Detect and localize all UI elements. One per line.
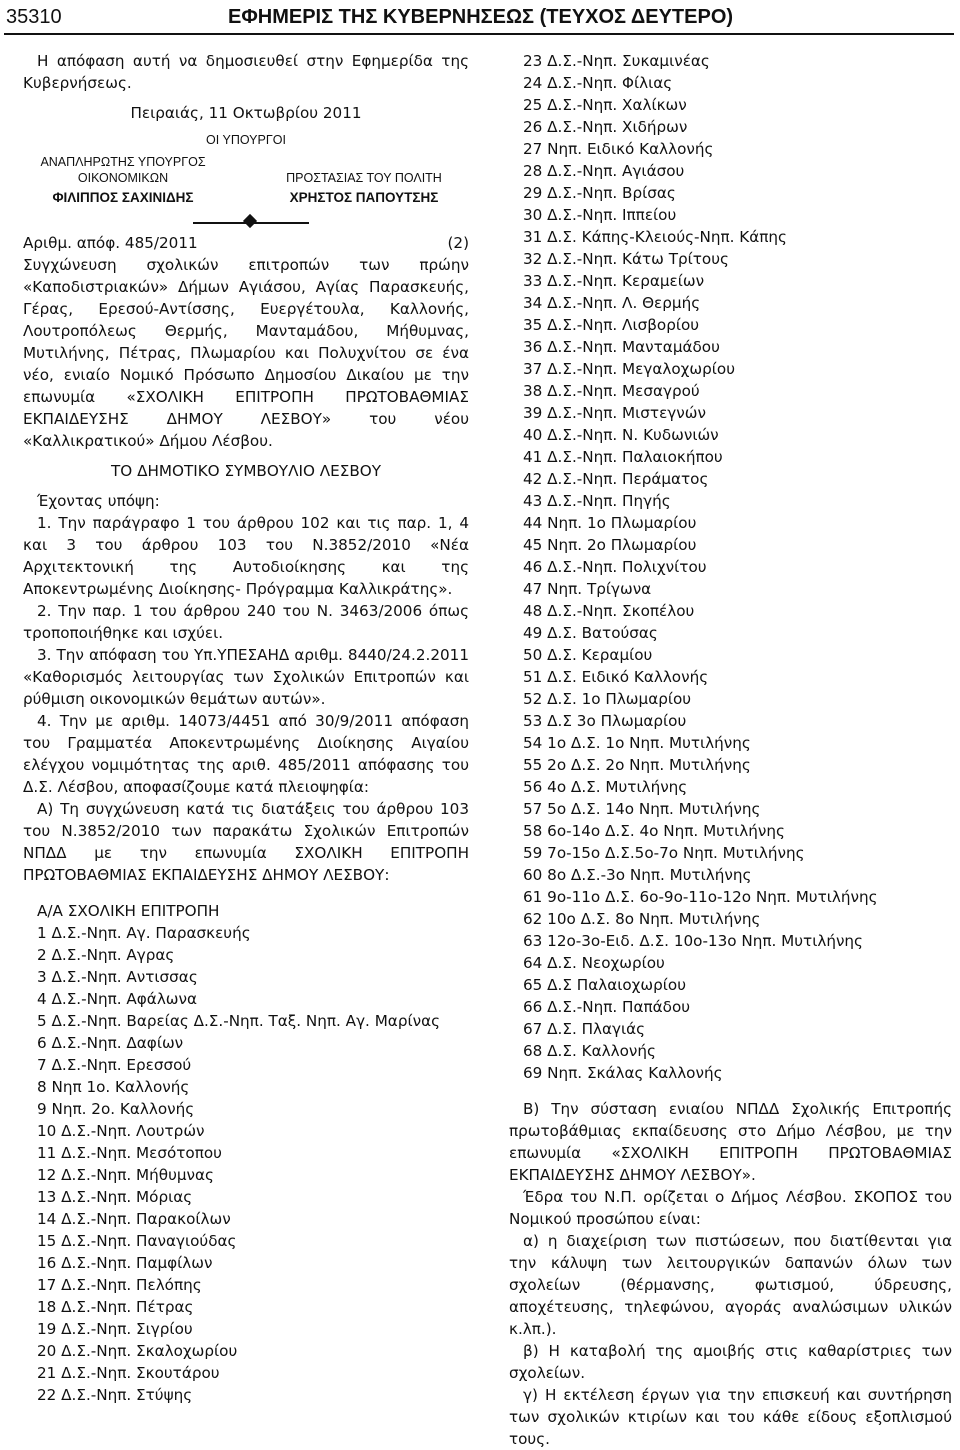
list-item: 10 Δ.Σ.-Νηπ. Λουτρών (37, 1122, 205, 1140)
list-item: 46 Δ.Σ.-Νηπ. Πολιχνίτου (523, 558, 707, 576)
list-heading: Α/Α ΣΧΟΛΙΚΗ ΕΠΙΤΡΟΠΗ (37, 902, 220, 920)
list-item: 16 Δ.Σ.-Νηπ. Παμφίλων (37, 1254, 213, 1272)
list-item: 55 2ο Δ.Σ. 2ο Νηπ. Μυτιλήνης (523, 756, 751, 774)
signer-1 (23, 154, 223, 206)
list-item: 49 Δ.Σ. Βατούσας (523, 624, 658, 642)
gazette-title: ΕΦΗΜΕΡΙΣ ΤΗΣ ΚΥΒΕΡΝΗΣΕΩΣ (ΤΕΥΧΟΣ ΔΕΥΤΕΡΟ) (228, 6, 734, 28)
list-item: 65 Δ.Σ Παλαιοχωρίου (523, 976, 687, 994)
decision-ref: (2) (447, 234, 469, 252)
list-item: 45 Νηπ. 2ο Πλωμαρίου (523, 536, 697, 554)
signer-2-name: ΧΡΗΣΤΟΣ ΠΑΠΟΥΤΣΗΣ (289, 190, 439, 205)
list-item: 58 6ο-14ο Δ.Σ. 4ο Νηπ. Μυτιλήνης (523, 822, 785, 840)
list-item: 3 Δ.Σ.-Νηπ. Αντισσας (37, 968, 198, 986)
right-column (509, 50, 952, 1450)
paragraph-5: Α) Τη συγχώνευση κατά τις διατάξεις του άρθρου 103 του Ν.3852/2010 των παρακάτω Σχολικών Επιτροπών ΝΠΔΔ με την επωνυμία ΣΧΟΛΙΚΗ ΕΠΙΤΡΟΠΗ ΠΡΩΤΟΒΑΘΜΙΑΣ ΕΚΠΑΙΔΕΥΣΗΣ ΔΗΜΟΥ ΛΕΣΒΟΥ: (23, 800, 469, 884)
paragraph-gamma: γ) Η εκτέλεση έργων για την επισκευή και συντήρηση των σχολικών κτιρίων και του κάθε είδους εξοπλισμού τους. (509, 1386, 952, 1448)
list-item: 43 Δ.Σ.-Νηπ. Πηγής (523, 492, 671, 510)
list-item: 64 Δ.Σ. Νεοχωρίου (523, 954, 665, 972)
list-item: 69 Νηπ. Σκάλας Καλλονής (523, 1064, 723, 1082)
list-item: 50 Δ.Σ. Κεραμίου (523, 646, 653, 664)
committee-list-left (23, 922, 469, 1406)
signatures (23, 132, 469, 206)
list-item: 12 Δ.Σ.-Νηπ. Μήθυμνας (37, 1166, 214, 1184)
place-date: Πειραιάς, 11 Οκτωβρίου 2011 (130, 104, 362, 122)
list-item: 17 Δ.Σ.-Νηπ. Πελόπης (37, 1276, 202, 1294)
list-item: 25 Δ.Σ.-Νηπ. Χαλίκων (523, 96, 687, 114)
signer-2 (259, 154, 469, 206)
list-item: 59 7ο-15ο Δ.Σ.5ο-7ο Νηπ. Μυτιλήνης (523, 844, 805, 862)
list-item: 4 Δ.Σ.-Νηπ. Αφάλωνα (37, 990, 198, 1008)
list-item: 15 Δ.Σ.-Νηπ. Παναγιούδας (37, 1232, 237, 1250)
page-number: 35310 (6, 6, 62, 28)
list-item: 61 9ο-11ο Δ.Σ. 6ο-9ο-11ο-12ο Νηπ. Μυτιλήνης (523, 888, 878, 906)
list-item: 62 10ο Δ.Σ. 8ο Νηπ. Μυτιλήνης (523, 910, 761, 928)
list-item: 21 Δ.Σ.-Νηπ. Σκουτάρου (37, 1364, 220, 1382)
signer-1-role-1: ΑΝΑΠΛΗΡΩΤΗΣ ΥΠΟΥΡΓΟΣ (40, 155, 206, 169)
list-item: 48 Δ.Σ.-Νηπ. Σκοπέλου (523, 602, 695, 620)
list-item: 29 Δ.Σ.-Νηπ. Βρίσας (523, 184, 676, 202)
list-item: 36 Δ.Σ.-Νηπ. Μανταμάδου (523, 338, 720, 356)
list-item: 63 12ο-3ο-Ειδ. Δ.Σ. 10ο-13ο Νηπ. Μυτιλήνης (523, 932, 863, 950)
list-item: 35 Δ.Σ.-Νηπ. Λισβορίου (523, 316, 700, 334)
paragraph-2: 2. Την παρ. 1 του άρθρου 240 του Ν. 3463/2006 όπως τροποποιήθηκε και ισχύει. (23, 602, 469, 642)
list-item: 26 Δ.Σ.-Νηπ. Χιδήρων (523, 118, 688, 136)
list-item: 24 Δ.Σ.-Νηπ. Φίλιας (523, 74, 673, 92)
list-item: 1 Δ.Σ.-Νηπ. Αγ. Παρασκευής (37, 924, 251, 942)
list-item: 47 Νηπ. Τρίγωνα (523, 580, 652, 598)
list-item: 32 Δ.Σ.-Νηπ. Κάτω Τρίτους (523, 250, 729, 268)
list-item: 14 Δ.Σ.-Νηπ. Παρακοίλων (37, 1210, 231, 1228)
signer-1-name: ΦΙΛΙΠΠΟΣ ΣΑΧΙΝΙΔΗΣ (52, 190, 194, 205)
list-item: 27 Νηπ. Ειδικό Καλλονής (523, 140, 714, 158)
list-item: 52 Δ.Σ. 1ο Πλωμαρίου (523, 690, 692, 708)
paragraph-1: 1. Την παράγραφο 1 του άρθρου 102 και τις παρ. 1, 4 και 3 του άρθρου 103 του Ν.3852/2010 «Νέα Αρχιτεκτονική της Αυτοδιοίκησης και της Αποκεντρωμένης Διοίκησης- Πρόγραμμα Καλλικράτης». (23, 514, 469, 598)
section-divider (23, 212, 469, 232)
list-item: 66 Δ.Σ.-Νηπ. Παπάδου (523, 998, 691, 1016)
list-item: 7 Δ.Σ.-Νηπ. Ερεσσού (37, 1056, 192, 1074)
list-item: 33 Δ.Σ.-Νηπ. Κεραμείων (523, 272, 705, 290)
list-item: 37 Δ.Σ.-Νηπ. Μεγαλοχωρίου (523, 360, 736, 378)
decision-subject: Συγχώνευση σχολικών επιτροπών των πρώην «Καποδιστριακών» Δήμων Αγιάσου, Αγίας Παρασκευής, Γέρας, Ερεσού-Αντίσσης, Ευεργέτουλα, Καλλονής, Λουτροπόλεως Θερμής, Μανταμάδου, Μήθυμνας, Μυτιλήνης, Πέτρας, Πλωμαρίου και Πολυχνίτου σε ένα νέο, ενιαίο Νομικό Πρόσωπο Δημοσίου Δικαίου με την επωνυμία «ΣΧΟΛΙΚΗ ΕΠΙΤΡΟΠΗ ΠΡΩΤΟΒΑΘΜΙΑΣ ΕΚΠΑΙΔΕΥΣΗΣ ΔΗΜΟΥ ΛΕΣΒΟΥ» του νέου «Καλλικρατικού» Δήμου Λέσβου. (23, 256, 469, 450)
list-item: 51 Δ.Σ. Ειδικό Καλλονής (523, 668, 709, 686)
list-item: 68 Δ.Σ. Καλλονής (523, 1042, 656, 1060)
list-item: 40 Δ.Σ.-Νηπ. Ν. Κυδωνιών (523, 426, 719, 444)
paragraph-alpha: α) η διαχείριση των πιστώσεων, που διατίθενται για την κάλυψη των λειτουργικών δαπανών όλων των σχολείων (θέρμανσης, φωτισμού, ύδρευσης, αποχέτευσης, τηλεφώνου, αγοράς αναλώσιμων υλικών κ.λπ.). (509, 1232, 952, 1338)
list-item: 19 Δ.Σ.-Νηπ. Σιγρίου (37, 1320, 193, 1338)
committee-list-right (509, 50, 952, 1084)
decision-header (23, 232, 469, 254)
list-item: 8 Νηπ 1ο. Καλλονής (37, 1078, 190, 1096)
signer-2-role: ΠΡΟΣΤΑΣΙΑΣ ΤΟΥ ΠΟΛΙΤΗ (286, 171, 442, 185)
list-item: 2 Δ.Σ.-Νηπ. Αγρας (37, 946, 175, 964)
list-item: 42 Δ.Σ.-Νηπ. Περάματος (523, 470, 709, 488)
paragraph-seat: Έδρα του Ν.Π. ορίζεται ο Δήμος Λέσβου. ΣΚΟΠΟΣ του Νομικού προσώπου είναι: (509, 1188, 952, 1228)
list-item: 41 Δ.Σ.-Νηπ. Παλαιοκήπου (523, 448, 723, 466)
header-rule (4, 33, 954, 35)
list-item: 13 Δ.Σ.-Νηπ. Μόριας (37, 1188, 193, 1206)
list-item: 6 Δ.Σ.-Νηπ. Δαφίων (37, 1034, 184, 1052)
ministers-label: ΟΙ ΥΠΟΥΡΓΟΙ (206, 133, 286, 147)
list-item: 39 Δ.Σ.-Νηπ. Μιστεγνών (523, 404, 706, 422)
signer-1-role-2: ΟΙΚΟΝΟΜΙΚΩΝ (77, 171, 169, 185)
list-item: 53 Δ.Σ 3ο Πλωμαρίου (523, 712, 687, 730)
decision-number: Αριθμ. απόφ. 485/2011 (23, 234, 198, 252)
list-item: 57 5ο Δ.Σ. 14ο Νηπ. Μυτιλήνης (523, 800, 761, 818)
page-header (6, 0, 954, 36)
list-item: 23 Δ.Σ.-Νηπ. Συκαμινέας (523, 52, 710, 70)
list-item: 30 Δ.Σ.-Νηπ. Ιππείου (523, 206, 677, 224)
paragraph-3: 3. Την απόφαση του Υπ.ΥΠΕΣΑΗΔ αριθμ. 8440/24.2.2011 «Καθορισμός λειτουργίας των Σχολικών Επιτροπών και ρύθμιση οικονομικών θεμάτων αυτών». (23, 646, 469, 708)
paragraph-beta: β) Η καταβολή της αμοιβής στις καθαρίστριες των σχολείων. (509, 1342, 952, 1382)
list-item: 9 Νηπ. 2ο. Καλλονής (37, 1100, 195, 1118)
list-item: 60 8ο Δ.Σ.-3ο Νηπ. Μυτιλήνης (523, 866, 752, 884)
intro-paragraph: Η απόφαση αυτή να δημοσιευθεί στην Εφημερίδα της Κυβερνήσεως. (23, 52, 469, 92)
list-item: 20 Δ.Σ.-Νηπ. Σκαλοχωρίου (37, 1342, 238, 1360)
paragraph-b: Β) Την σύσταση ενιαίου ΝΠΔΔ Σχολικής Επιτροπής πρωτοβάθμιας εκπαίδευσης στο Δήμο Λέσβου, με την επωνυμία «ΣΧΟΛΙΚΗ ΕΠΙΤΡΟΠΗ ΠΡΩΤΟΒΑΘΜΙΑΣ ΕΚΠΑΙΔΕΥΣΗΣ ΔΗΜΟΥ ΛΕΣΒΟΥ». (509, 1100, 952, 1184)
list-item: 38 Δ.Σ.-Νηπ. Μεσαγρού (523, 382, 700, 400)
list-item: 67 Δ.Σ. Πλαγιάς (523, 1020, 646, 1038)
list-item: 31 Δ.Σ. Κάπης-Κλειούς-Νηπ. Κάπης (523, 228, 787, 246)
list-item: 34 Δ.Σ.-Νηπ. Λ. Θερμής (523, 294, 701, 312)
list-item: 56 4ο Δ.Σ. Μυτιλήνης (523, 778, 688, 796)
council-heading: ΤΟ ΔΗΜΟΤΙΚΟ ΣΥΜΒΟΥΛΙΟ ΛΕΣΒΟΥ (111, 462, 381, 480)
list-item: 11 Δ.Σ.-Νηπ. Μεσότοπου (37, 1144, 222, 1162)
left-column (23, 50, 469, 1406)
list-item: 28 Δ.Σ.-Νηπ. Αγιάσου (523, 162, 685, 180)
having-regard: Έχοντας υπόψη: (37, 492, 160, 510)
list-item: 22 Δ.Σ.-Νηπ. Στύψης (37, 1386, 193, 1404)
list-item: 5 Δ.Σ.-Νηπ. Βαρείας Δ.Σ.-Νηπ. Ταξ. Νηπ. Αγ. Μαρίνας (37, 1012, 441, 1030)
list-item: 54 1ο Δ.Σ. 1ο Νηπ. Μυτιλήνης (523, 734, 751, 752)
list-item: 44 Νηπ. 1ο Πλωμαρίου (523, 514, 697, 532)
list-item: 18 Δ.Σ.-Νηπ. Πέτρας (37, 1298, 194, 1316)
paragraph-4: 4. Την με αριθμ. 14073/4451 από 30/9/2011 απόφαση του Γραμματέα Αποκεντρωμένης Διοίκησης Αιγαίου ελέγχου νομιμότητας της αριθ. 485/2011 απόφασης του Δ.Σ. Λέσβου, αποφασίζουμε κατά πλειοψηφία: (23, 712, 469, 796)
